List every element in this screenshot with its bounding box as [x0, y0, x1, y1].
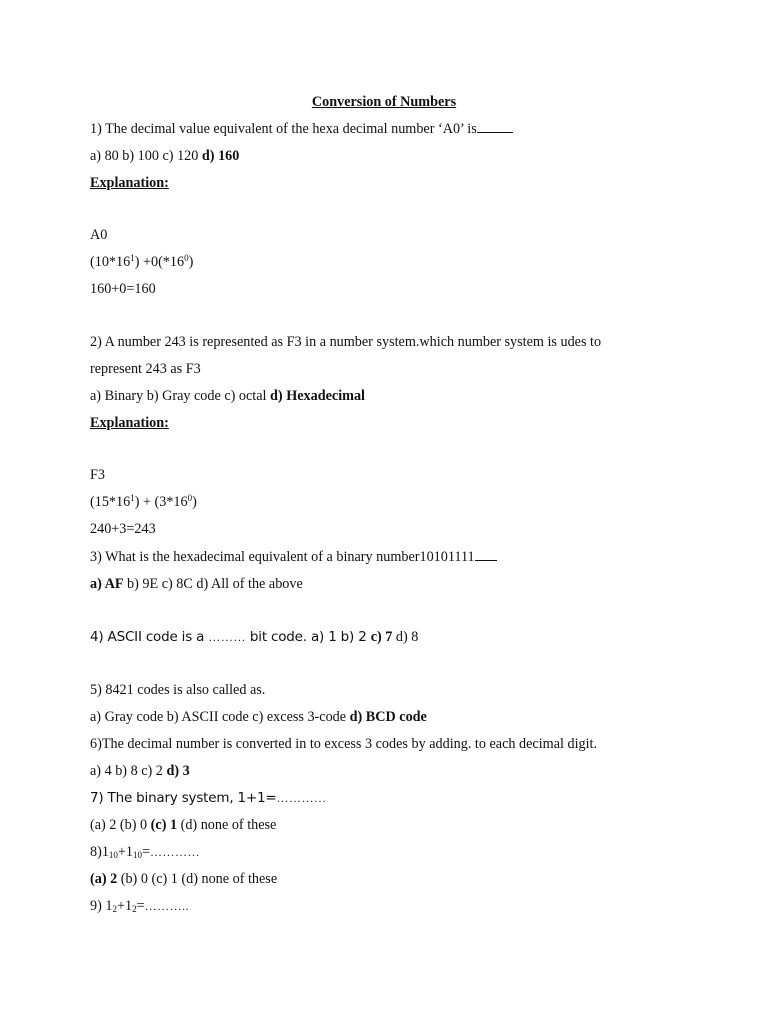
- question-3-text: 3) What is the hexadecimal equivalent of a binary number10101111: [90, 549, 475, 565]
- correct-answer: c) 7: [370, 629, 393, 645]
- question-7: [90, 789, 327, 807]
- expr-part: (15*16: [90, 494, 131, 510]
- exponent: 1: [130, 253, 135, 263]
- correct-answer: (c) 1: [150, 817, 178, 833]
- answer-blank: [475, 548, 497, 561]
- dots-blank: …………: [150, 845, 201, 859]
- options-text: a) 80 b) 100 c) 120: [90, 148, 202, 164]
- explanation-line: 240+3=243: [90, 521, 156, 537]
- question-5: 5) 8421 codes is also called as.: [90, 682, 266, 698]
- options-text: a) Gray code b) ASCII code c) excess 3-code: [90, 709, 350, 725]
- expr-part: 9) 1: [90, 898, 113, 914]
- subscript: 10: [108, 850, 118, 860]
- correct-answer: d) 3: [166, 763, 190, 779]
- correct-answer: d) BCD code: [349, 709, 427, 725]
- question-8-options: [90, 870, 277, 888]
- question-3-options: [90, 575, 303, 593]
- answer-blank: [477, 120, 513, 133]
- page-title: Conversion of Numbers: [311, 94, 457, 110]
- options-text: b) 9E c) 8C d) All of the above: [123, 576, 303, 592]
- question-text: 7) The binary system, 1+1=: [90, 790, 277, 806]
- question-3: [90, 548, 497, 566]
- expr-part: ): [188, 254, 194, 270]
- question-8: [90, 843, 200, 861]
- explanation-line: A0: [90, 227, 108, 243]
- explanation-label: Explanation:: [90, 175, 169, 191]
- question-1: [90, 120, 513, 138]
- question-text: bit code. a) 1 b) 2: [245, 629, 371, 645]
- explanation-line: F3: [90, 467, 105, 483]
- options-text: (d) none of these: [177, 817, 277, 833]
- explanation-line: [90, 493, 197, 511]
- expr-part: ): [192, 494, 197, 510]
- explanation-label: Explanation:: [90, 415, 169, 431]
- exponent: 1: [130, 493, 135, 503]
- question-7-options: [90, 816, 276, 834]
- question-6: 6)The decimal number is converted in to excess 3 codes by adding. to each decimal digit.: [90, 736, 598, 752]
- expr-part: (10*16: [90, 254, 131, 270]
- options-text: a) Binary b) Gray code c) octal: [90, 388, 271, 404]
- question-1-text: 1) The decimal value equivalent of the hexa decimal number ‘A0’ is: [90, 121, 477, 137]
- question-4: [90, 628, 418, 646]
- options-text: (a) 2 (b) 0: [90, 817, 151, 833]
- question-9: [90, 897, 189, 915]
- question-2-cont: represent 243 as F3: [90, 361, 201, 377]
- correct-answer: (a) 2: [90, 871, 118, 887]
- expr-part: +1: [116, 898, 133, 914]
- expr-part: =: [142, 844, 151, 860]
- expr-part: +1: [117, 844, 134, 860]
- expr-part: ) + (3*16: [134, 494, 188, 510]
- expr-part: ) +0(*16: [134, 254, 185, 270]
- exponent: 0: [184, 253, 189, 263]
- expr-part: =: [136, 898, 145, 914]
- expr-part: 8)1: [90, 844, 109, 860]
- options-text: (b) 0 (c) 1 (d) none of these: [117, 871, 278, 887]
- question-5-options: [90, 708, 427, 726]
- question-2-options: [90, 387, 365, 405]
- question-text: 4) ASCII code is a: [90, 629, 209, 645]
- dots-blank: …………: [276, 791, 327, 805]
- exponent: 0: [187, 493, 193, 503]
- explanation-line: [90, 253, 193, 271]
- question-1-options: [90, 147, 239, 165]
- correct-answer: d) 160: [201, 148, 240, 164]
- options-text: d) 8: [392, 629, 419, 645]
- dots-blank: ………: [208, 630, 246, 644]
- correct-answer: d) Hexadecimal: [270, 388, 365, 404]
- correct-answer: a) AF: [90, 576, 124, 592]
- subscript: 2: [132, 904, 137, 914]
- options-text: a) 4 b) 8 c) 2: [90, 763, 167, 779]
- question-2: 2) A number 243 is represented as F3 in a number system.which number system is udes to: [90, 334, 602, 350]
- explanation-line: 160+0=160: [90, 281, 156, 297]
- dots-blank: ………..: [144, 899, 190, 913]
- question-6-options: [90, 762, 190, 780]
- subscript: 10: [133, 850, 143, 860]
- subscript: 2: [112, 904, 117, 914]
